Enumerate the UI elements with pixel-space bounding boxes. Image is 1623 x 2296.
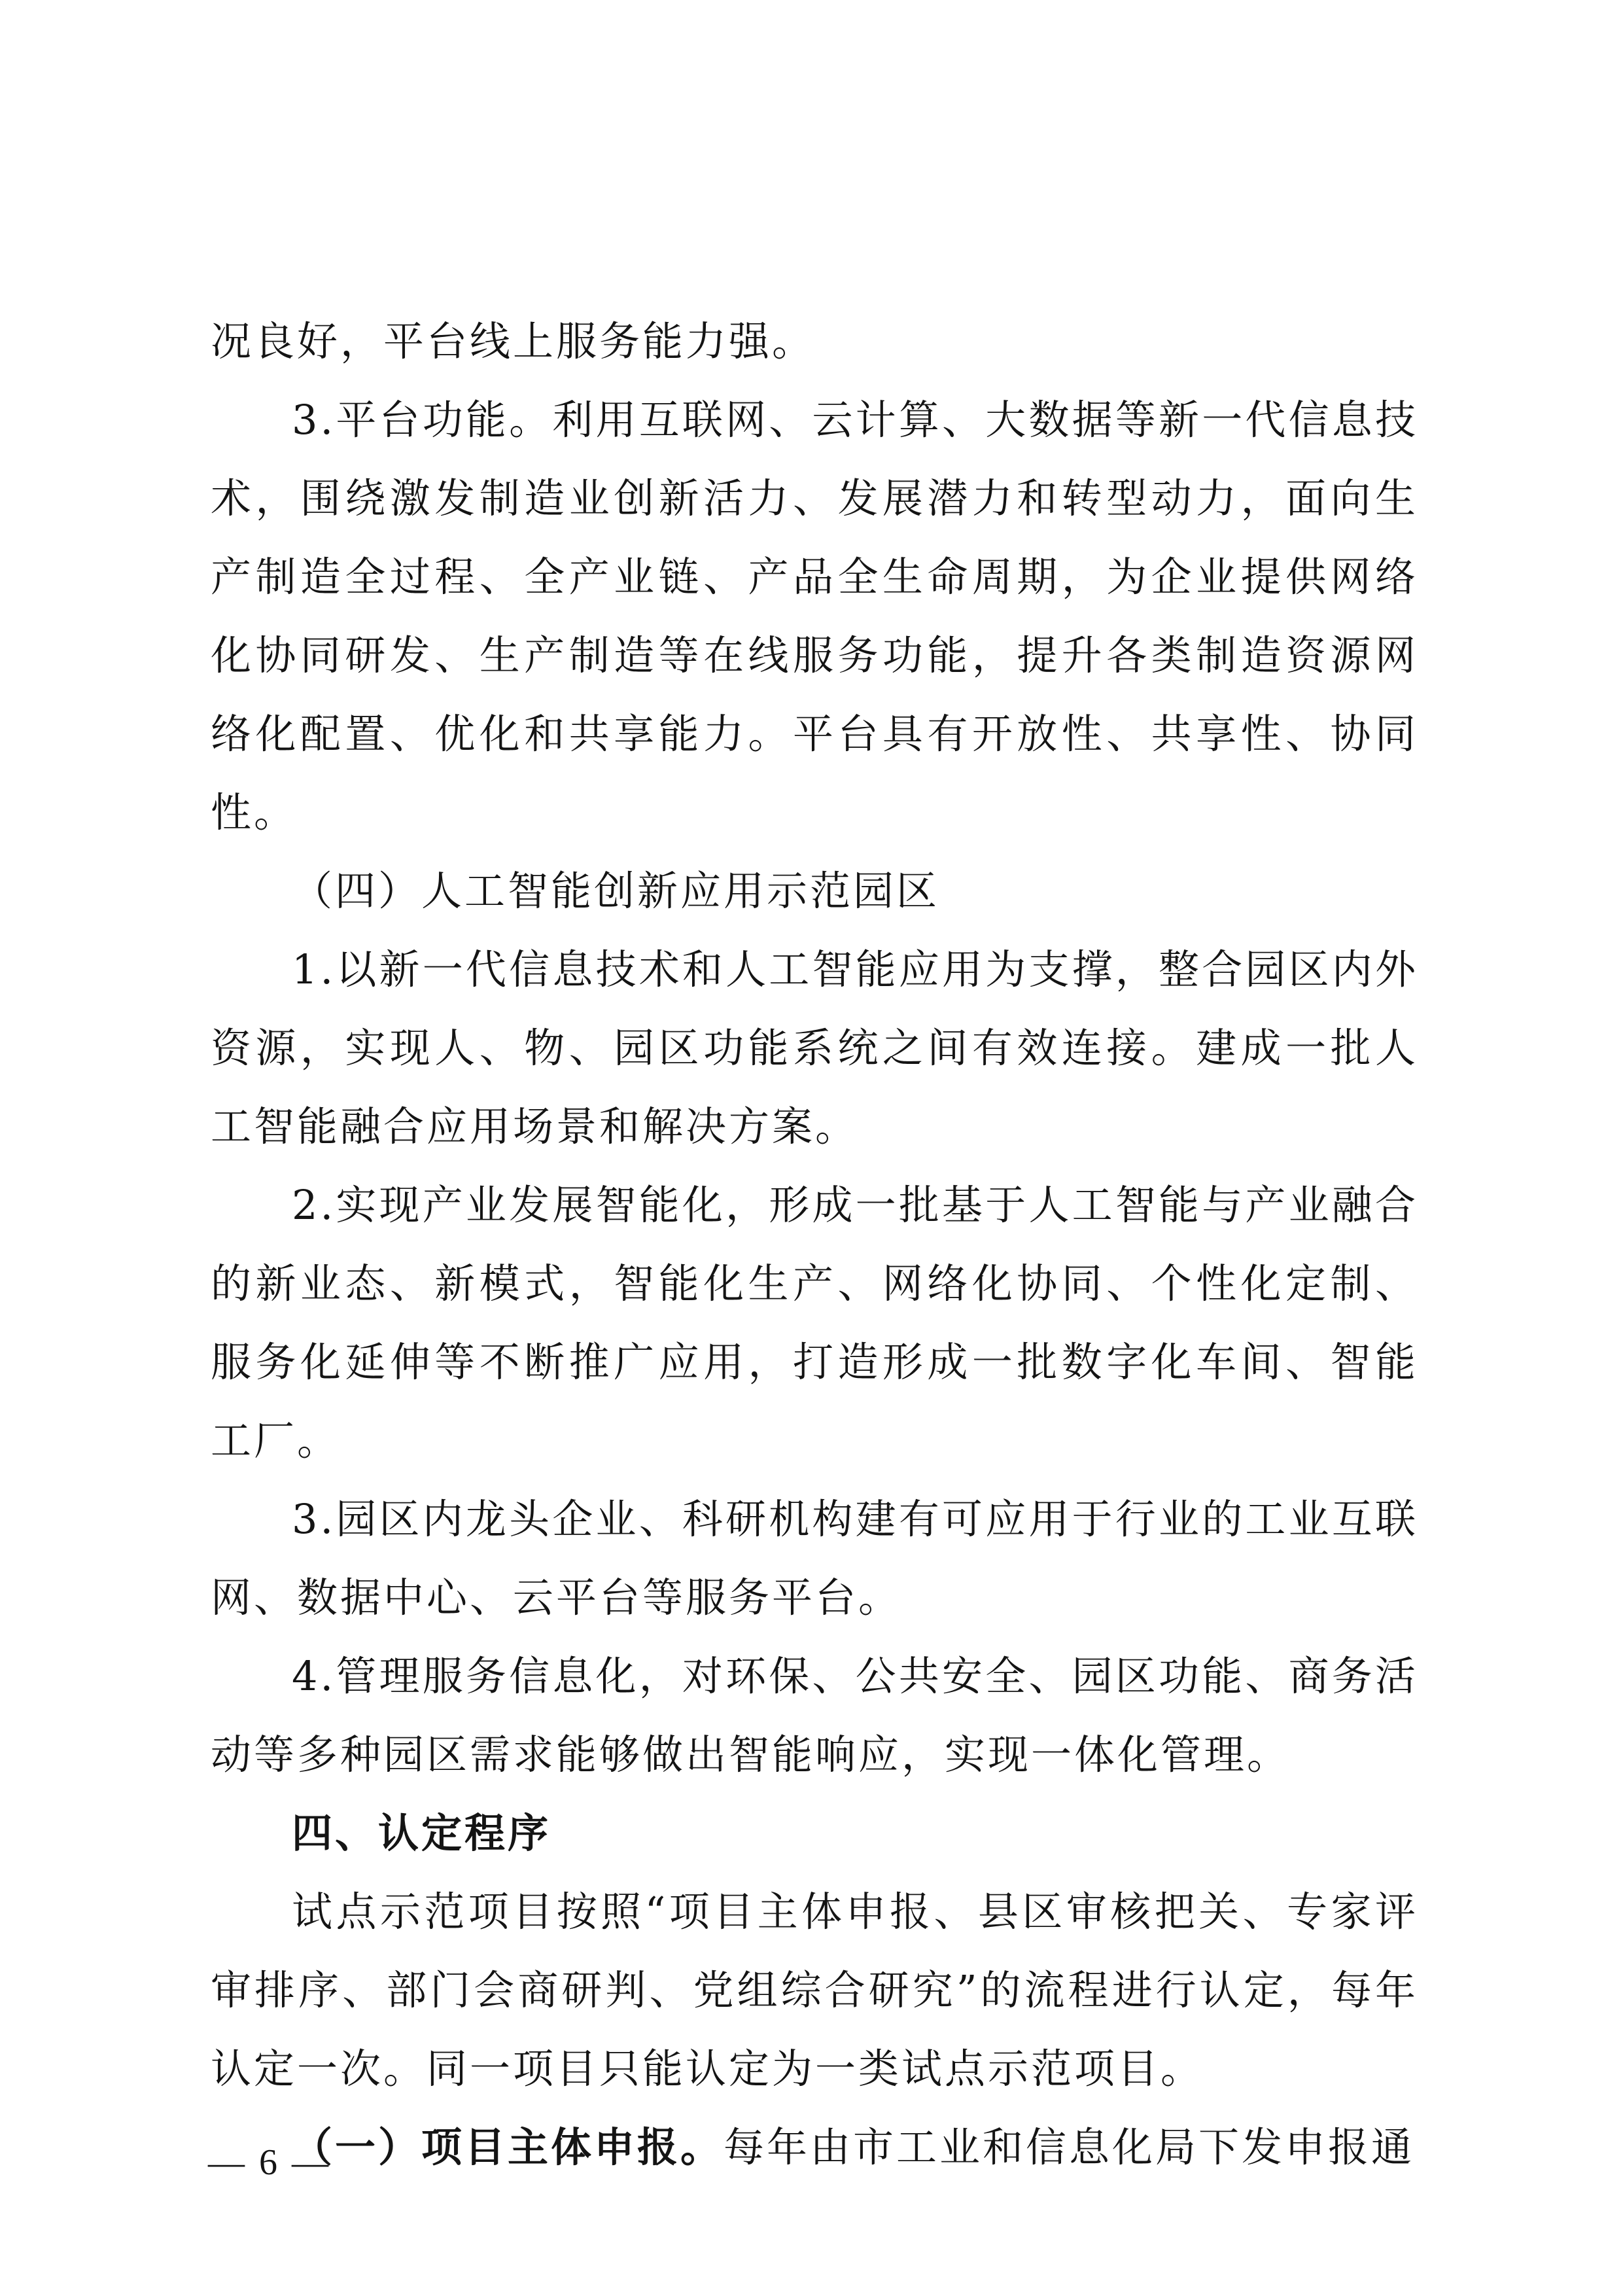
paragraph-application-text: 每年由市工业和信息化局下发申报通 — [724, 2123, 1415, 2171]
page-number: — 6 — — [208, 2142, 331, 2183]
paragraph-ai-item-2: 2.实现产业发展智能化，形成一批基于人工智能与产业融合的新业态、新模式，智能化生产、网络化协同、个性化定制、服务化延伸等不断推广应用，打造形成一批数字化车间、智能工厂。 — [211, 1181, 1418, 1464]
paragraph-platform-function: 3.平台功能。利用互联网、云计算、大数据等新一代信息技术，围绕激发制造业创新活力、发展潜力和转型动力，面向生产制造全过程、全产业链、产品全生命周期，为企业提供网络化协同研发、生产制造等在线服务功能，提升各类制造资源网络化配置、优化和共享能力。平台具有开放性、共享性、协同性。 — [211, 396, 1418, 836]
paragraph-ai-item-1: 1.以新一代信息技术和人工智能应用为支撑，整合园区内外资源，实现人、物、园区功能系统之间有效连接。建成一批人工智能融合应用场景和解决方案。 — [211, 945, 1418, 1150]
document-body — [211, 302, 1418, 2187]
paragraph-ai-item-3: 3.园区内龙头企业、科研机构建有可应用于行业的工业互联网、数据中心、云平台等服务平台。 — [211, 1495, 1418, 1621]
paragraph-procedure-intro: 试点示范项目按照“项目主体申报、县区审核把关、专家评审排序、部门会商研判、党组综合研究”的流程进行认定，每年认定一次。同一项目只能认定为一类试点示范项目。 — [211, 1888, 1418, 2093]
paragraph-ai-item-4: 4.管理服务信息化，对环保、公共安全、园区功能、商务活动等多种园区需求能够做出智能响应，实现一体化管理。 — [211, 1652, 1418, 1778]
paragraph-application-lead: （一）项目主体申报。 — [292, 2123, 724, 2171]
paragraph-continuation: 况良好，平台线上服务能力强。 — [211, 317, 816, 365]
paragraph-application — [211, 2108, 1418, 2187]
section-heading-procedure: 四、认定程序 — [292, 1809, 551, 1857]
subheading-ai-park: （四）人工智能创新应用示范园区 — [292, 867, 940, 915]
